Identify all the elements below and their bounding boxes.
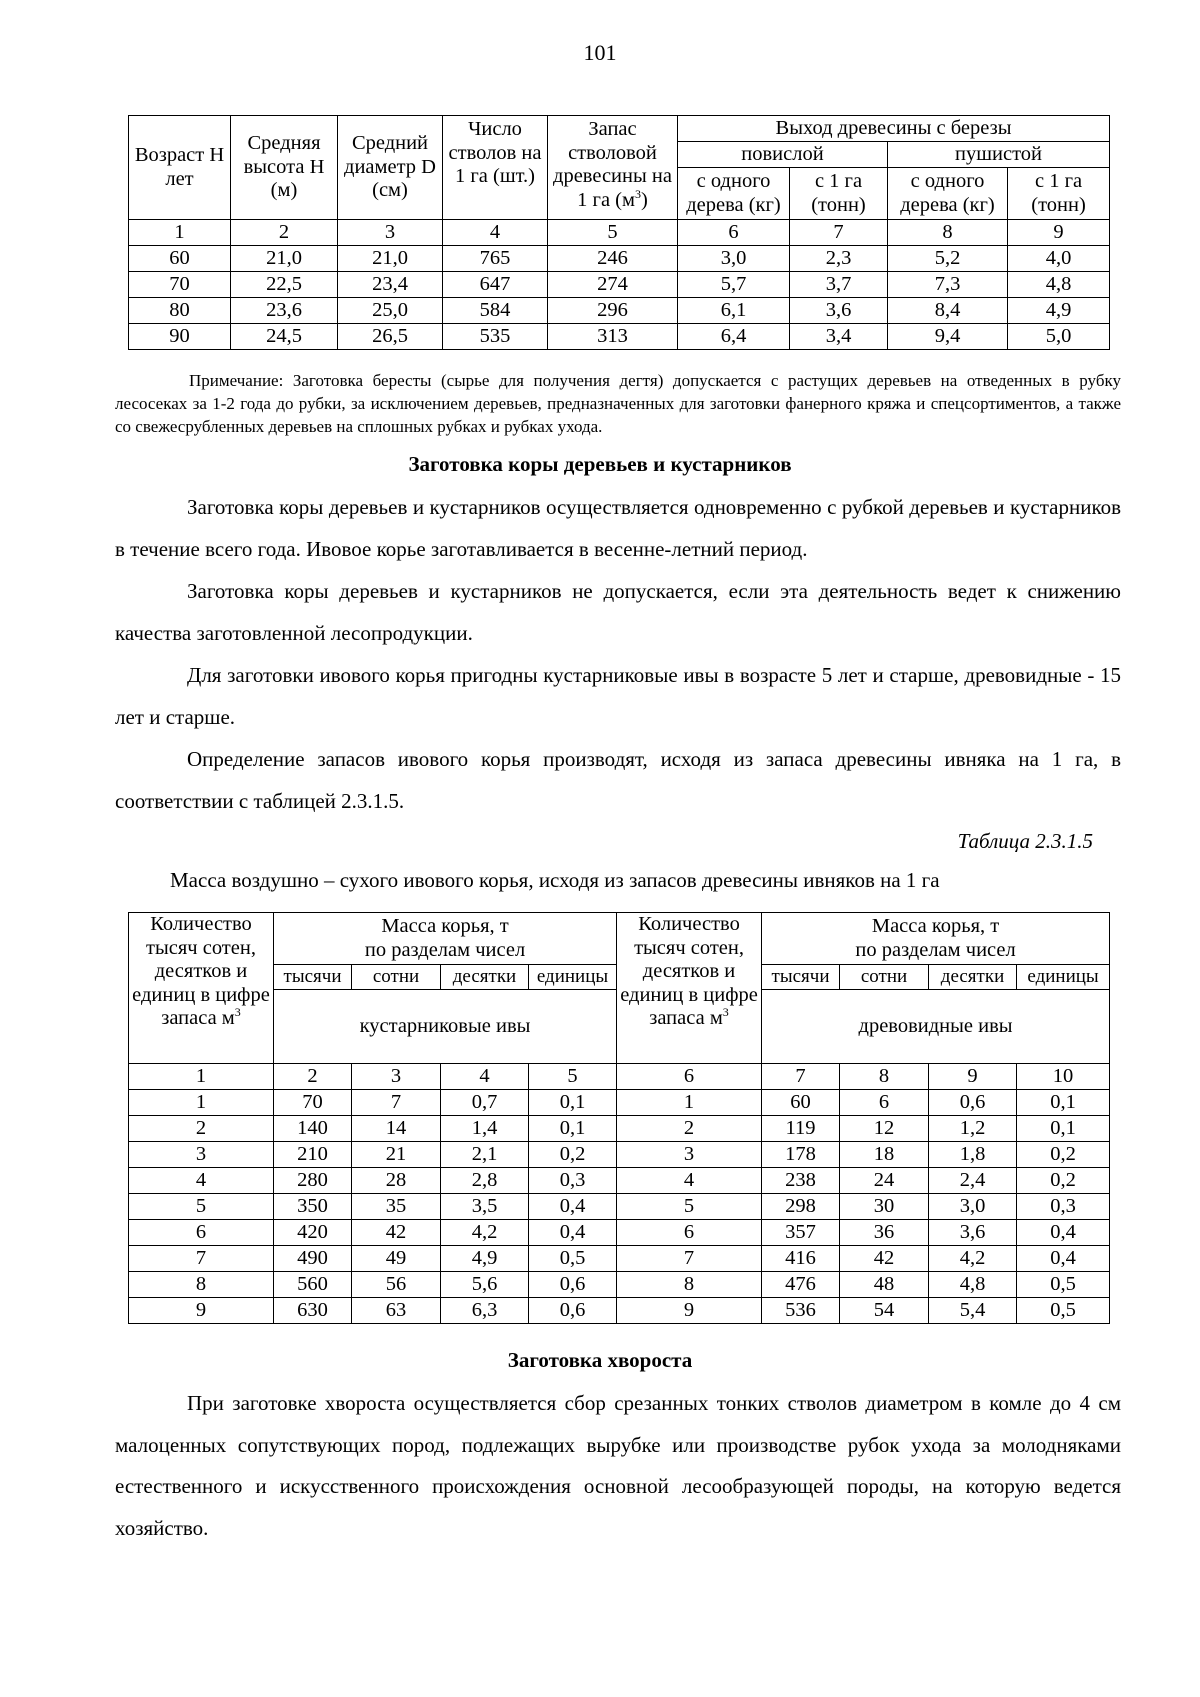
- header-age: Возраст Н лет: [129, 116, 231, 220]
- cell: 3: [617, 1142, 762, 1168]
- cell: 4,9: [1008, 298, 1110, 324]
- cell: 35: [352, 1194, 441, 1220]
- cell: 535: [443, 324, 548, 350]
- section-heading-brushwood: Заготовка хвороста: [507, 1348, 693, 1372]
- willow-bark-table: [128, 912, 1110, 1324]
- cell: 70: [129, 272, 231, 298]
- cell: 9: [617, 1298, 762, 1324]
- cell: 22,5: [231, 272, 338, 298]
- cell: 0,6: [529, 1272, 617, 1298]
- column-number: 3: [338, 220, 443, 246]
- cell: 0,4: [529, 1194, 617, 1220]
- cell: 5,6: [441, 1272, 529, 1298]
- cell: 0,5: [1017, 1298, 1110, 1324]
- table-row: [129, 1116, 1110, 1142]
- column-number: 9: [929, 1064, 1017, 1090]
- header-mass-tree: Масса корья, т по разделам чисел: [762, 913, 1110, 965]
- column-number: 7: [790, 220, 888, 246]
- column-number-row: [129, 1064, 1110, 1090]
- cell: 5,4: [929, 1298, 1017, 1324]
- cell: 48: [840, 1272, 929, 1298]
- header-hundreds: сотни: [840, 965, 929, 990]
- cell: 2,1: [441, 1142, 529, 1168]
- header-units: единицы: [1017, 965, 1110, 990]
- column-number: 1: [129, 220, 231, 246]
- cell: 765: [443, 246, 548, 272]
- cell: 4,0: [1008, 246, 1110, 272]
- cell: 490: [274, 1246, 352, 1272]
- cell: 5: [617, 1194, 762, 1220]
- cell: 9,4: [888, 324, 1008, 350]
- column-number: 4: [441, 1064, 529, 1090]
- header-shrub-willows: кустарниковые ивы: [274, 990, 617, 1064]
- cell: 647: [443, 272, 548, 298]
- table-row: [129, 1246, 1110, 1272]
- cell: 30: [840, 1194, 929, 1220]
- header-quantity: Количество тысяч сотен, десятков и единиц в цифре запаса $м^3$: [129, 913, 274, 1064]
- column-number: 10: [1017, 1064, 1110, 1090]
- table-row: [129, 298, 1110, 324]
- cell: 6,1: [678, 298, 790, 324]
- page-number: 101: [583, 40, 617, 65]
- cell: 0,1: [1017, 1090, 1110, 1116]
- cell: 4,8: [1008, 272, 1110, 298]
- cell: 90: [129, 324, 231, 350]
- paragraph: Для заготовки ивового корья пригодны кустарниковые ивы в возрасте 5 лет и старше, древовидные - 15 лет и старше.: [115, 663, 1121, 729]
- cell: 178: [762, 1142, 840, 1168]
- header-tree-willows: древовидные ивы: [762, 990, 1110, 1064]
- paragraph: Заготовка коры деревьев и кустарников не допускается, если эта деятельность ведет к снижению качества заготовленной лесопродукции.: [115, 579, 1121, 645]
- cell: 0,3: [529, 1168, 617, 1194]
- cell: 3,6: [790, 298, 888, 324]
- cell: 357: [762, 1220, 840, 1246]
- header-diameter: Средний диаметр D (см): [338, 116, 443, 220]
- cell: 0,6: [529, 1298, 617, 1324]
- cell: 1,4: [441, 1116, 529, 1142]
- cell: 24,5: [231, 324, 338, 350]
- column-number: 6: [678, 220, 790, 246]
- cell: 1,8: [929, 1142, 1017, 1168]
- cell: 2,8: [441, 1168, 529, 1194]
- cell: 23,4: [338, 272, 443, 298]
- cell: 7,3: [888, 272, 1008, 298]
- cell: 7: [617, 1246, 762, 1272]
- cell: 8: [129, 1272, 274, 1298]
- column-number: 7: [762, 1064, 840, 1090]
- cell: 0,1: [529, 1116, 617, 1142]
- cell: 3,7: [790, 272, 888, 298]
- cell: 280: [274, 1168, 352, 1194]
- header-stems: Число стволов на 1 га (шт.): [443, 116, 548, 220]
- cell: 8: [617, 1272, 762, 1298]
- cell: 80: [129, 298, 231, 324]
- cell: 26,5: [338, 324, 443, 350]
- column-number: 3: [352, 1064, 441, 1090]
- cell: 1,2: [929, 1116, 1017, 1142]
- cell: 42: [840, 1246, 929, 1272]
- cell: 6: [840, 1090, 929, 1116]
- cell: 5: [129, 1194, 274, 1220]
- cell: 3,4: [790, 324, 888, 350]
- cell: 0,3: [1017, 1194, 1110, 1220]
- cell: 70: [274, 1090, 352, 1116]
- table-row: [129, 272, 1110, 298]
- cell: 2: [129, 1116, 274, 1142]
- cell: 0,4: [1017, 1246, 1110, 1272]
- section-heading-bark: Заготовка коры деревьев и кустарников: [408, 452, 792, 476]
- header-thousands: тысячи: [274, 965, 352, 990]
- cell: 476: [762, 1272, 840, 1298]
- cell: 60: [762, 1090, 840, 1116]
- cell: 23,6: [231, 298, 338, 324]
- table-row: [129, 246, 1110, 272]
- cell: 560: [274, 1272, 352, 1298]
- cell: 0,2: [1017, 1142, 1110, 1168]
- column-number: 5: [529, 1064, 617, 1090]
- cell: 420: [274, 1220, 352, 1246]
- cell: 0,6: [929, 1090, 1017, 1116]
- cell: 630: [274, 1298, 352, 1324]
- cell: 21,0: [338, 246, 443, 272]
- cell: 6,3: [441, 1298, 529, 1324]
- table-note: Примечание: Заготовка бересты (сырье для получения дегтя) допускается с растущих деревьев на отведенных в рубку лесосеках за 1-2 года до рубки, за исключением деревьев, предназначенных для заготовки фанерного кряжа и спецсортиментов, а также со свежесрубленных деревьев на сплошных рубках и рубках ухода.: [115, 371, 1121, 436]
- cell: 298: [762, 1194, 840, 1220]
- paragraph: Заготовка коры деревьев и кустарников осуществляется одновременно с рубкой деревьев и кустарников в течение всего года. Ивовое корье заготавливается в весенне-летний период.: [115, 495, 1121, 561]
- header-per-ha: с 1 га (тонн): [790, 168, 888, 220]
- cell: 296: [548, 298, 678, 324]
- cell: 4: [129, 1168, 274, 1194]
- cell: 5,2: [888, 246, 1008, 272]
- cell: 9: [129, 1298, 274, 1324]
- paragraph: Определение запасов ивового корья производят, исходя из запаса древесины ивняка на 1 га, в соответствии с таблицей 2.3.1.5.: [115, 747, 1121, 813]
- cell: 119: [762, 1116, 840, 1142]
- table-row: [129, 1142, 1110, 1168]
- header-per-tree: с одного дерева (кг): [678, 168, 790, 220]
- table-row: [129, 1272, 1110, 1298]
- cell: 49: [352, 1246, 441, 1272]
- cell: 24: [840, 1168, 929, 1194]
- cell: 1: [617, 1090, 762, 1116]
- cell: 56: [352, 1272, 441, 1298]
- cell: 4,8: [929, 1272, 1017, 1298]
- cell: 5,0: [1008, 324, 1110, 350]
- cell: 246: [548, 246, 678, 272]
- header-tens: десятки: [441, 965, 529, 990]
- cell: 28: [352, 1168, 441, 1194]
- header-yield: Выход древесины с березы: [678, 116, 1110, 142]
- table-row: [129, 1298, 1110, 1324]
- cell: 2,4: [929, 1168, 1017, 1194]
- cell: 3,6: [929, 1220, 1017, 1246]
- header-units: единицы: [529, 965, 617, 990]
- column-number: 2: [274, 1064, 352, 1090]
- cell: 60: [129, 246, 231, 272]
- header-pubescens: пушистой: [888, 142, 1110, 168]
- cell: 313: [548, 324, 678, 350]
- cell: 6: [617, 1220, 762, 1246]
- column-number: 8: [840, 1064, 929, 1090]
- column-number: 4: [443, 220, 548, 246]
- cell: 238: [762, 1168, 840, 1194]
- cell: 0,1: [1017, 1116, 1110, 1142]
- cell: 0,1: [529, 1090, 617, 1116]
- cell: 0,2: [529, 1142, 617, 1168]
- header-pendula: повислой: [678, 142, 888, 168]
- header-mass-shrub: Масса корья, т по разделам чисел: [274, 913, 617, 965]
- cell: 0,4: [529, 1220, 617, 1246]
- cell: 416: [762, 1246, 840, 1272]
- cell: 42: [352, 1220, 441, 1246]
- cell: 63: [352, 1298, 441, 1324]
- cell: 0,2: [1017, 1168, 1110, 1194]
- cell: 0,7: [441, 1090, 529, 1116]
- table-row: [129, 324, 1110, 350]
- cell: 3,0: [678, 246, 790, 272]
- column-number: 2: [231, 220, 338, 246]
- cell: 6,4: [678, 324, 790, 350]
- column-number-row: [129, 220, 1110, 246]
- header-per-tree: с одного дерева (кг): [888, 168, 1008, 220]
- cell: 1: [129, 1090, 274, 1116]
- cell: 3,5: [441, 1194, 529, 1220]
- cell: 4,2: [929, 1246, 1017, 1272]
- cell: 7: [129, 1246, 274, 1272]
- table-row: [129, 1168, 1110, 1194]
- cell: 3: [129, 1142, 274, 1168]
- table-row: [129, 1220, 1110, 1246]
- cell: 2: [617, 1116, 762, 1142]
- table-title: Масса воздушно – сухого ивового корья, исходя из запасов древесины ивняков на 1 га: [170, 868, 940, 892]
- header-stock: Запас стволовой древесины на 1 га $(м^3)$: [548, 116, 678, 220]
- paragraph: При заготовке хвороста осуществляется сбор срезанных тонких стволов диаметром в комле до 4 см малоценных сопутствующих пород, подлежащих вырубке или производстве рубок ухода за молодняками естественного и искусственного происхождения основной лесообразующей породы, на которую ведется хозяйство.: [115, 1391, 1121, 1540]
- header-quantity: Количество тысяч сотен, десятков и единиц в цифре запаса $м^3$: [617, 913, 762, 1064]
- cell: 4,2: [441, 1220, 529, 1246]
- cell: 36: [840, 1220, 929, 1246]
- cell: 584: [443, 298, 548, 324]
- cell: 14: [352, 1116, 441, 1142]
- cell: 5,7: [678, 272, 790, 298]
- column-number: 5: [548, 220, 678, 246]
- header-tens: десятки: [929, 965, 1017, 990]
- cell: 350: [274, 1194, 352, 1220]
- header-per-ha: с 1 га (тонн): [1008, 168, 1110, 220]
- header-height: Средняя высота Н (м): [231, 116, 338, 220]
- cell: 21: [352, 1142, 441, 1168]
- table-label: Таблица 2.3.1.5: [957, 829, 1093, 853]
- header-thousands: тысячи: [762, 965, 840, 990]
- cell: 8,4: [888, 298, 1008, 324]
- cell: 21,0: [231, 246, 338, 272]
- cell: 25,0: [338, 298, 443, 324]
- cell: 7: [352, 1090, 441, 1116]
- cell: 140: [274, 1116, 352, 1142]
- cell: 4: [617, 1168, 762, 1194]
- column-number: 6: [617, 1064, 762, 1090]
- cell: 536: [762, 1298, 840, 1324]
- cell: 0,5: [1017, 1272, 1110, 1298]
- cell: 0,4: [1017, 1220, 1110, 1246]
- cell: 0,5: [529, 1246, 617, 1272]
- birch-yield-table: [128, 115, 1110, 350]
- column-number: 8: [888, 220, 1008, 246]
- cell: 2,3: [790, 246, 888, 272]
- cell: 18: [840, 1142, 929, 1168]
- column-number: 1: [129, 1064, 274, 1090]
- table-row: [129, 1194, 1110, 1220]
- header-hundreds: сотни: [352, 965, 441, 990]
- table-row: [129, 1090, 1110, 1116]
- cell: 4,9: [441, 1246, 529, 1272]
- cell: 210: [274, 1142, 352, 1168]
- cell: 6: [129, 1220, 274, 1246]
- cell: 54: [840, 1298, 929, 1324]
- cell: 274: [548, 272, 678, 298]
- cell: 3,0: [929, 1194, 1017, 1220]
- column-number: 9: [1008, 220, 1110, 246]
- cell: 12: [840, 1116, 929, 1142]
